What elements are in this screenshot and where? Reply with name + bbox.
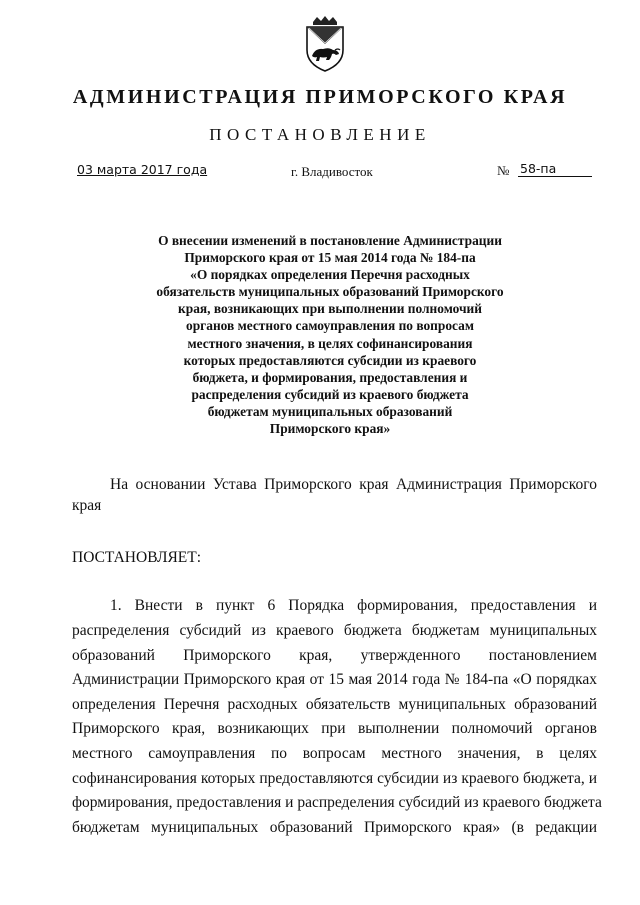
- body-line: бюджетам муниципальных образований Приморского края» (в редакции: [72, 819, 597, 836]
- body-line: 1. Внести в пункт 6 Порядка формирования, предоставления и: [110, 597, 597, 614]
- document-city: г. Владивосток: [291, 164, 373, 179]
- coat-of-arms-icon: [295, 14, 355, 74]
- body-line: распределения субсидий из краевого бюджета бюджетам муниципальных: [72, 622, 597, 639]
- subject-line: бюджетам муниципальных образований: [207, 403, 453, 419]
- document-date: 03 марта 2017 года: [77, 162, 208, 177]
- basis-text-line: края: [72, 497, 102, 514]
- subject-line: которых предоставляются субсидии из краевого: [183, 352, 477, 368]
- document-type: ПОСТАНОВЛЕНИЕ: [209, 125, 431, 144]
- body-line: софинансирования которых предоставляются субсидии из краевого бюджета, и: [72, 770, 597, 787]
- body-line: формирования, предоставления и распределения субсидий из краевого бюджета: [72, 794, 602, 811]
- subject-line: края, возникающих при выполнении полномочий: [178, 301, 482, 317]
- body-line: Администрации Приморского края от 15 мая 2014 года № 184-па «О порядках: [72, 671, 597, 688]
- subject-line: Приморского края»: [269, 421, 391, 437]
- body-line: определения Перечня расходных обязательств муниципальных образований: [72, 696, 597, 713]
- subject-line: «О порядках определения Перечня расходных: [190, 267, 470, 283]
- number-sign: №: [497, 163, 510, 178]
- subject-line: распределения субсидий из краевого бюджета: [191, 386, 469, 402]
- basis-text-line: На основании Устава Приморского края Администрация Приморского: [110, 476, 597, 493]
- document-subject: [120, 232, 540, 437]
- body-line: образований Приморского края, утвержденного постановлением: [72, 647, 597, 664]
- subject-line: обязательств муниципальных образований Приморского: [156, 284, 504, 300]
- subject-line: Приморского края от 15 мая 2014 года № 184-па: [184, 250, 476, 266]
- subject-line: местного значения, в целях софинансирования: [187, 335, 473, 351]
- document-number: 58-па: [518, 161, 592, 177]
- body-line: Приморского края, возникающих при выполнении полномочий органов: [72, 720, 597, 737]
- administration-title: АДМИНИСТРАЦИЯ ПРИМОРСКОГО КРАЯ: [72, 86, 568, 108]
- subject-line: бюджета, и формирования, предоставления и: [192, 369, 468, 385]
- subject-line: О внесении изменений в постановление Администрации: [158, 233, 502, 248]
- body-line: местного самоуправления по вопросам местного значения, в целях: [72, 745, 597, 762]
- subject-line: органов местного самоуправления по вопросам: [186, 318, 474, 334]
- decree-word: ПОСТАНОВЛЯЕТ:: [72, 549, 202, 566]
